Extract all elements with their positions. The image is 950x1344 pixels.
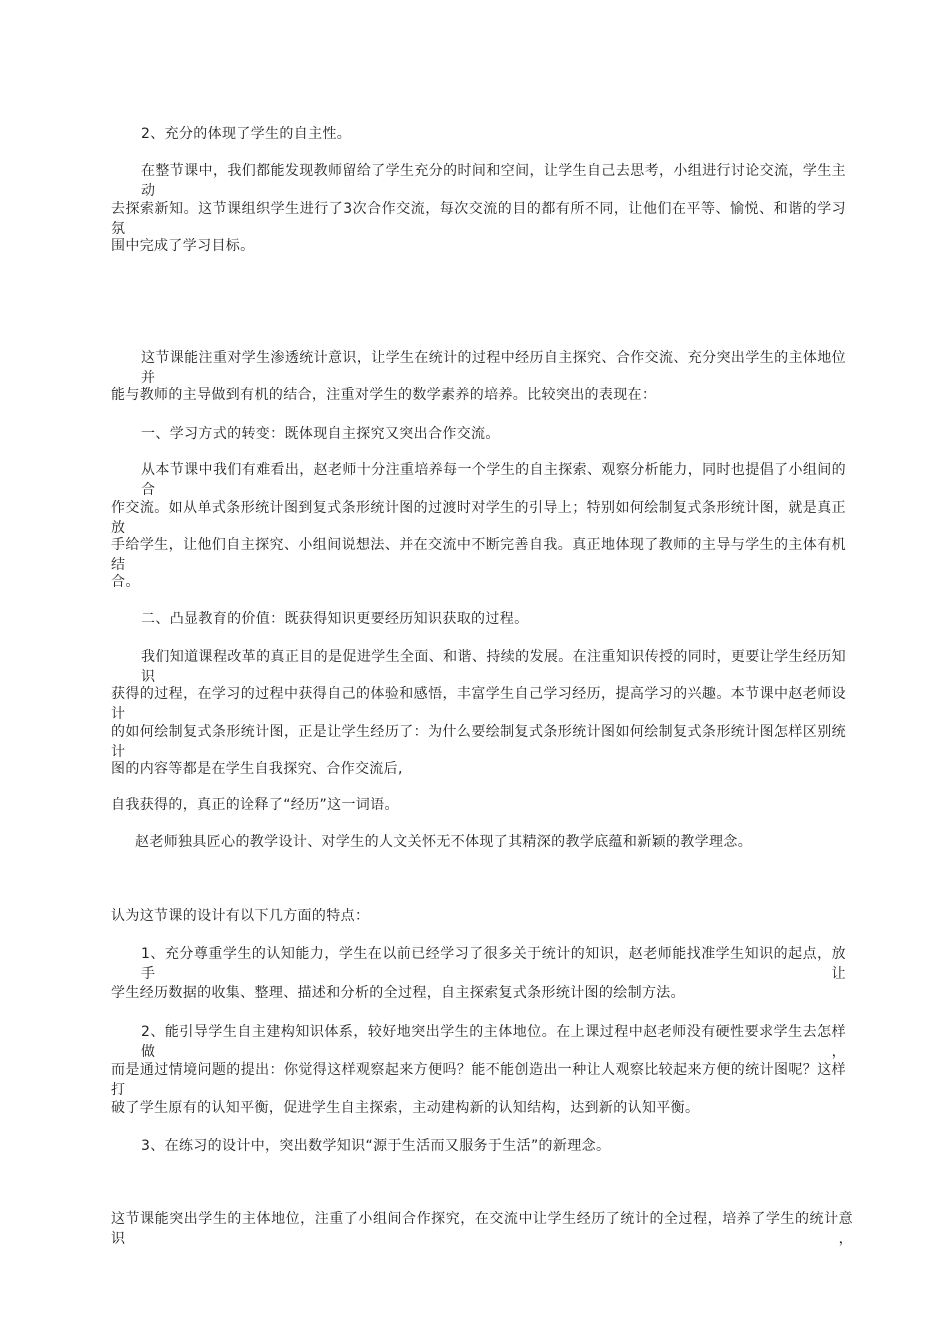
section-heading-education-value: 二、凸显教育的价值：既获得知识更要经历知识获取的过程。 (141, 611, 529, 627)
paragraph-line: 认为这节课的设计有以下几方面的特点： (111, 908, 370, 924)
paragraph-line: 围中完成了学习目标。 (111, 238, 255, 254)
paragraph-line: 这节课能突出学生的主体地位，注重了小组间合作探究，在交流中让学生经历了统计的全过程，培养了学生的统计意识， (111, 1211, 853, 1247)
paragraph-line: 手给学生，让他们自主探究、小组间说想法、并在交流中不断完善自我。真正地体现了教师的主导与学生的主体有机结 (111, 537, 846, 573)
paragraph-line: 作交流。如从单式条形统计图到复式条形统计图的过渡时对学生的引导上；特别如何绘制复式条形统计图，就是真正放 (111, 500, 846, 536)
list-item-3: 3、在练习的设计中，突出数学知识“源于生活而又服务于生活”的新理念。 (141, 1138, 611, 1154)
paragraph-line: 在整节课中，我们都能发现教师留给了学生充分的时间和空间，让学生自己去思考，小组进行讨论交流，学生主动 (141, 163, 846, 199)
list-item-1: 1、充分尊重学生的认知能力，学生在以前已经学习了很多关于统计的知识，赵老师能找准学生知识的起点，放手让 (141, 946, 846, 982)
paragraph-line: 图的内容等都是在学生自我探究、合作交流后, (111, 761, 403, 777)
paragraph-line: 从本节课中我们有难看出，赵老师十分注重培养每一个学生的自主探索、观察分析能力，同时也提倡了小组间的合 (141, 462, 846, 498)
paragraph-line: 我们知道课程改革的真正目的是促进学生全面、和谐、持续的发展。在注重知识传授的同时，更要让学生经历知识 (141, 649, 846, 685)
section-heading-learning-mode: 一、学习方式的转变：既体现自主探究又突出合作交流。 (141, 426, 500, 442)
paragraph-line: 破了学生原有的认知平衡，促进学生自主探索，主动建构新的认知结构，达到新的认知平衡。 (111, 1100, 700, 1116)
paragraph-line: 这节课能注重对学生渗透统计意识，让学生在统计的过程中经历自主探究、合作交流、充分突出学生的主体地位并 (141, 350, 846, 386)
paragraph-line: 而是通过情境问题的提出：你觉得这样观察起来方便吗？能不能创造出一种让人观察比较起来方便的统计图呢？这样打 (111, 1062, 846, 1098)
paragraph-line: 的如何绘制复式条形统计图，正是让学生经历了：为什么要绘制复式条形统计图如何绘制复式条形统计图怎样区别统计 (111, 724, 846, 760)
paragraph-line: 去探索新知。这节课组织学生进行了3次合作交流，每次交流的目的都有所不同，让他们在平等、愉悦、和谐的学习氛 (111, 201, 846, 237)
paragraph-line: 获得的过程，在学习的过程中获得自己的体验和感悟，丰富学生自己学习经历，提高学习的兴趣。本节课中赵老师设计 (111, 686, 846, 722)
paragraph-line: 自我获得的，真正的诠释了“经历”这一词语。 (111, 797, 399, 813)
list-item-2: 2、能引导学生自主建构知识体系，较好地突出学生的主体地位。在上课过程中赵老师没有硬性要求学生去怎样做， (141, 1024, 846, 1060)
heading-autonomy: 2、充分的体现了学生的自主性。 (141, 126, 352, 142)
paragraph-line: 合。 (111, 574, 140, 590)
paragraph-line: 学生经历数据的收集、整理、描述和分析的全过程，自主探索复式条形统计图的绘制方法。 (111, 985, 685, 1001)
paragraph-line: 赵老师独具匠心的教学设计、对学生的人文关怀无不体现了其精深的教学底蕴和新颖的教学理念。 (135, 834, 753, 850)
paragraph-line: 能与教师的主导做到有机的结合，注重对学生的数学素养的培养。比较突出的表现在： (111, 387, 657, 403)
